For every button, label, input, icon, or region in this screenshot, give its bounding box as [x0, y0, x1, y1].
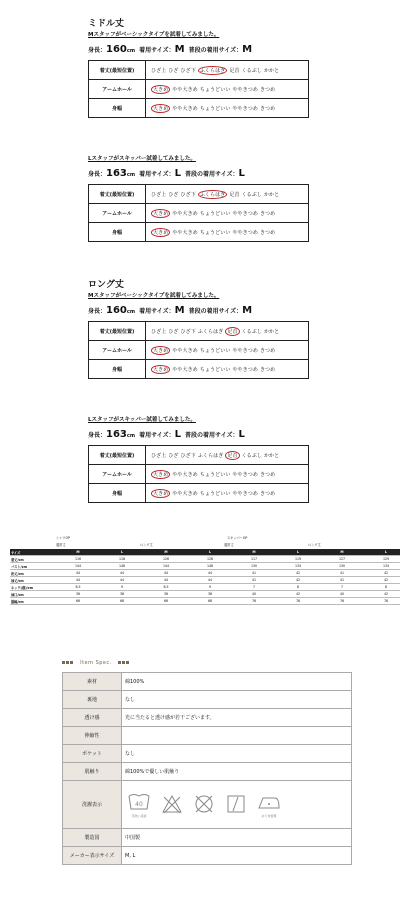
size-cell: 118 — [100, 556, 144, 563]
size-row — [10, 570, 400, 577]
size-row — [10, 598, 400, 605]
size-cell: 9 — [188, 584, 232, 591]
fit-row-label: 着丈(最短位置) — [89, 322, 146, 341]
fit-section — [88, 16, 388, 236]
option: きつめ — [259, 229, 276, 236]
fit-subtitle: Lスタッフがスキッパー試着してみました。 — [88, 156, 196, 162]
option: ひざ下 — [180, 328, 196, 335]
size-cell: 8.5 — [56, 584, 100, 591]
usual-size: M — [242, 305, 253, 316]
fit-block — [88, 30, 309, 118]
selected-option: 大きめ — [153, 105, 169, 112]
size-table — [10, 549, 400, 605]
wear-size: L — [174, 429, 181, 440]
option: ひざ上 — [151, 328, 167, 335]
option: きつめ — [259, 105, 276, 112]
option: やや大きめ — [172, 105, 198, 112]
size-cell: 42 — [276, 577, 320, 584]
spec-row — [63, 745, 352, 763]
spec-label: 裏地 — [63, 691, 122, 709]
spec-title-bar — [62, 660, 352, 666]
size-cell: 117 — [232, 556, 276, 563]
option: ややきつめ — [232, 210, 258, 217]
size-row-label: ネック(襟)/cm — [10, 584, 56, 591]
spec-value: なし — [122, 691, 352, 709]
fit-options — [146, 204, 309, 223]
staff-info — [88, 44, 309, 55]
size-cell: 41 — [232, 577, 276, 584]
spec-value: 綿100%で優しい肌触り — [122, 763, 352, 781]
height-unit: cm — [126, 48, 136, 54]
spec-label: 素材 — [63, 673, 122, 691]
option: ひざ — [168, 191, 179, 198]
fit-row-label: 身幅 — [89, 484, 146, 503]
option: かかと — [263, 452, 280, 459]
group-shirt-label: シャツOP — [56, 536, 70, 540]
fit-row — [89, 80, 309, 99]
fit-row-label: アームホール — [89, 80, 146, 99]
size-cell: 8.5 — [144, 584, 188, 591]
usual-size: M — [242, 44, 253, 55]
size-cell: 44 — [144, 577, 188, 584]
size-cell: 38 — [188, 591, 232, 598]
size-cell: 36 — [56, 591, 100, 598]
height-label: 身長： — [88, 171, 107, 178]
spec-row — [63, 727, 352, 745]
option: きつめ — [259, 471, 276, 478]
wash-40-icon — [127, 792, 151, 818]
selected-option: 大きめ — [153, 210, 169, 217]
option: やや大きめ — [172, 366, 198, 373]
fit-options — [146, 322, 309, 341]
height-label: 身長： — [88, 47, 107, 54]
option: ちょうどいい — [199, 229, 231, 236]
size-cell: 78 — [276, 598, 320, 605]
size-cell: 128 — [188, 556, 232, 563]
size-row — [10, 556, 400, 563]
option: ちょうどいい — [199, 490, 231, 497]
spec-row — [63, 847, 352, 865]
fit-row — [89, 360, 309, 379]
size-cell: 78 — [364, 598, 400, 605]
size-row-label: 着丈/cm — [10, 556, 56, 563]
selected-option: 大きめ — [153, 347, 169, 354]
option: ちょうどいい — [199, 210, 231, 217]
spec-value: M, L — [122, 847, 352, 865]
fit-subtitle: Lスタッフがスキッパー試着してみました。 — [88, 417, 196, 423]
height-unit: cm — [126, 172, 136, 178]
fit-options — [146, 341, 309, 360]
fit-options — [146, 61, 309, 80]
option: ひざ — [168, 328, 179, 335]
option: かかと — [263, 67, 280, 74]
fit-table — [88, 184, 309, 242]
fit-row-label: 身幅 — [89, 223, 146, 242]
size-cell: 42 — [276, 591, 320, 598]
selected-option: ふくらはぎ — [199, 67, 226, 74]
size-table-wrap — [10, 535, 390, 605]
size-cell: 148 — [100, 563, 144, 570]
option: きつめ — [259, 366, 276, 373]
size-row-label: 裾幅/cm — [10, 598, 56, 605]
fit-options — [146, 185, 309, 204]
option: ややきつめ — [232, 105, 258, 112]
size-cell: 44 — [188, 570, 232, 577]
wear-label: 着用サイズ： — [139, 432, 175, 439]
fit-options — [146, 99, 309, 118]
size-cell: 41 — [320, 577, 364, 584]
size-cell: 44 — [144, 570, 188, 577]
selected-option: 大きめ — [153, 471, 169, 478]
fit-options — [146, 484, 309, 503]
fit-block — [88, 154, 309, 242]
spec-label: 伸縮性 — [63, 727, 122, 745]
wear-label: 着用サイズ： — [139, 171, 175, 178]
wear-label: 着用サイズ： — [139, 47, 175, 54]
fit-row — [89, 204, 309, 223]
fit-row — [89, 185, 309, 204]
fit-options — [146, 80, 309, 99]
height-value: 160 — [106, 305, 127, 316]
size-cell: 9 — [100, 584, 144, 591]
option: ひざ下 — [180, 67, 196, 74]
height-label: 身長： — [88, 432, 107, 439]
size-cell: 144 — [144, 563, 188, 570]
size-cell: 68 — [100, 598, 144, 605]
option: やや大きめ — [172, 347, 198, 354]
size-cell: 134 — [364, 563, 400, 570]
size-cell: 44 — [56, 577, 100, 584]
size-cell: 68 — [188, 598, 232, 605]
square-icon — [62, 661, 65, 664]
spec-label: 透け感 — [63, 709, 122, 727]
spec-label: 肌触り — [63, 763, 122, 781]
size-cell: 126 — [144, 556, 188, 563]
fit-subtitle: Mスタッフがベーシックタイプを試着してみました。 — [88, 32, 220, 38]
spec-table — [62, 672, 352, 865]
size-cell: 66 — [144, 598, 188, 605]
size-cell: 76 — [232, 598, 276, 605]
size-cell: 66 — [56, 598, 100, 605]
usual-size: L — [238, 429, 245, 440]
spec-row — [63, 673, 352, 691]
section-heading: ロング丈 — [88, 280, 124, 290]
staff-info — [88, 168, 309, 179]
size-row-label: 袖口/cm — [10, 591, 56, 598]
size-cell: 44 — [100, 570, 144, 577]
option: ひざ下 — [180, 452, 196, 459]
usual-label: 普段の着用サイズ： — [188, 47, 243, 54]
wear-size: M — [174, 44, 185, 55]
size-cell: 38 — [100, 591, 144, 598]
fit-row — [89, 446, 309, 465]
option: ふくらはぎ — [197, 328, 224, 335]
fit-block — [88, 415, 309, 503]
care-icons — [125, 788, 348, 822]
usual-label: 普段の着用サイズ： — [184, 171, 239, 178]
fit-row — [89, 223, 309, 242]
no-tumble-dry-icon — [193, 794, 215, 816]
size-header-cell: L — [276, 549, 320, 556]
size-header-cell: M — [232, 549, 276, 556]
size-cell: 44 — [100, 577, 144, 584]
fit-table — [88, 321, 309, 379]
height-value: 163 — [106, 168, 127, 179]
option: かかと — [263, 191, 280, 198]
selected-option: 足首 — [227, 328, 238, 335]
option: ややきつめ — [232, 490, 258, 497]
option: くるぶし — [241, 191, 262, 198]
fit-row — [89, 484, 309, 503]
size-header-cell: M — [144, 549, 188, 556]
size-header-cell: M — [320, 549, 364, 556]
size-cell: 42 — [364, 577, 400, 584]
option: 足首 — [229, 191, 240, 198]
size-row-label: 裄丈/cm — [10, 570, 56, 577]
selected-option: 足首 — [227, 452, 238, 459]
size-row — [10, 591, 400, 598]
option: やや大きめ — [172, 490, 198, 497]
fit-row-label: 着丈(最短位置) — [89, 61, 146, 80]
staff-info — [88, 305, 309, 316]
option: きつめ — [259, 86, 276, 93]
fit-table — [88, 60, 309, 118]
size-cell: 42 — [364, 591, 400, 598]
fit-row-label: 着丈(最短位置) — [89, 185, 146, 204]
size-header-cell: L — [100, 549, 144, 556]
option: やや大きめ — [172, 229, 198, 236]
fit-block — [88, 291, 309, 379]
fit-row — [89, 61, 309, 80]
size-cell: 134 — [276, 563, 320, 570]
fit-subtitle: Mスタッフがベーシックタイプを試着してみました。 — [88, 293, 220, 299]
spec-row — [63, 691, 352, 709]
option: ひざ — [168, 452, 179, 459]
iron-caption: あて布使用 — [261, 813, 277, 818]
size-row — [10, 577, 400, 584]
square-icon — [70, 661, 73, 664]
option: きつめ — [259, 490, 276, 497]
option: ちょうどいい — [199, 471, 231, 478]
size-row-label: 袖丈/cm — [10, 577, 56, 584]
size-sublabel: 通常丈 — [224, 543, 234, 547]
size-cell: 144 — [56, 563, 100, 570]
spec-row — [63, 709, 352, 727]
wear-label: 着用サイズ： — [139, 308, 175, 315]
size-cell: 40 — [320, 591, 364, 598]
size-cell: 41 — [320, 570, 364, 577]
spec-title: Item Spec. — [80, 660, 112, 666]
size-sublabel: ロング丈 — [140, 543, 153, 547]
size-cell: 129 — [364, 556, 400, 563]
height-value: 163 — [106, 429, 127, 440]
spec-row — [63, 781, 352, 829]
selected-option: 大きめ — [153, 490, 169, 497]
spec-label: メーカー表示サイズ — [63, 847, 122, 865]
fit-row — [89, 341, 309, 360]
option: ひざ下 — [180, 191, 196, 198]
option: くるぶし — [241, 67, 262, 74]
option: 足首 — [229, 67, 240, 74]
selected-option: 大きめ — [153, 229, 169, 236]
height-value: 160 — [106, 44, 127, 55]
spec-label: ポケット — [63, 745, 122, 763]
square-icon — [66, 661, 69, 664]
spec-label: 製造国 — [63, 829, 122, 847]
spec-value: 光に当たると透け感が若干ございます。 — [122, 709, 352, 727]
selected-option: ふくらはぎ — [199, 191, 226, 198]
size-header-cell: M — [56, 549, 100, 556]
size-cell: 116 — [56, 556, 100, 563]
size-cell: 76 — [320, 598, 364, 605]
option: ちょうどいい — [199, 366, 231, 373]
size-header-cell: サイズ — [10, 549, 56, 556]
option: ややきつめ — [232, 471, 258, 478]
size-cell: 7 — [320, 584, 364, 591]
square-icon — [118, 661, 121, 664]
fit-row — [89, 465, 309, 484]
option: ちょうどいい — [199, 86, 231, 93]
fit-row-label: アームホール — [89, 341, 146, 360]
square-icon — [126, 661, 129, 664]
fit-row — [89, 99, 309, 118]
section-heading: ミドル丈 — [88, 19, 125, 29]
size-cell: 127 — [320, 556, 364, 563]
size-header-cell: L — [364, 549, 400, 556]
wash-temp: 40 — [135, 800, 143, 808]
size-cell: 42 — [364, 570, 400, 577]
option: ちょうどいい — [199, 105, 231, 112]
fit-options — [146, 223, 309, 242]
option: ちょうどいい — [199, 347, 231, 354]
size-row-label: バスト/cm — [10, 563, 56, 570]
wash-caption: 手洗い可能 — [131, 813, 147, 818]
size-cell: 36 — [144, 591, 188, 598]
size-cell: 44 — [56, 570, 100, 577]
size-cell: 40 — [232, 591, 276, 598]
usual-size: L — [238, 168, 245, 179]
fit-table — [88, 445, 309, 503]
option: ひざ上 — [151, 452, 167, 459]
usual-label: 普段の着用サイズ： — [184, 432, 239, 439]
staff-info — [88, 429, 309, 440]
fit-section — [88, 277, 388, 497]
fit-options — [146, 446, 309, 465]
size-cell: 130 — [320, 563, 364, 570]
option: やや大きめ — [172, 86, 198, 93]
option: やや大きめ — [172, 471, 198, 478]
size-cell: 8 — [276, 584, 320, 591]
height-label: 身長： — [88, 308, 107, 315]
option: ややきつめ — [232, 86, 258, 93]
size-cell: 42 — [276, 570, 320, 577]
spec-value — [122, 781, 352, 829]
spec-row — [63, 829, 352, 847]
option: やや大きめ — [172, 210, 198, 217]
option: ひざ上 — [151, 67, 167, 74]
size-cell: 7 — [232, 584, 276, 591]
height-unit: cm — [126, 433, 136, 439]
option: きつめ — [259, 210, 276, 217]
option: くるぶし — [241, 452, 262, 459]
fit-row-label: 身幅 — [89, 99, 146, 118]
iron-icon — [257, 792, 281, 818]
fit-row-label: 着丈(最短位置) — [89, 446, 146, 465]
line-dry-icon — [225, 794, 247, 816]
spec-value — [122, 727, 352, 745]
option: ひざ上 — [151, 191, 167, 198]
size-row — [10, 584, 400, 591]
spec-value: 綿100% — [122, 673, 352, 691]
fit-row-label: 身幅 — [89, 360, 146, 379]
spec-value: なし — [122, 745, 352, 763]
fit-row-label: アームホール — [89, 465, 146, 484]
size-cell: 148 — [188, 563, 232, 570]
size-cell: 8 — [364, 584, 400, 591]
fit-options — [146, 360, 309, 379]
spec-row — [63, 763, 352, 781]
item-spec — [62, 660, 352, 865]
size-cell: 41 — [232, 570, 276, 577]
option: きつめ — [259, 347, 276, 354]
spec-value: 中国製 — [122, 829, 352, 847]
wear-size: M — [174, 305, 185, 316]
size-cell: 119 — [276, 556, 320, 563]
wear-size: L — [174, 168, 181, 179]
selected-option: 大きめ — [153, 86, 169, 93]
size-sublabel: 通常丈 — [56, 543, 66, 547]
height-unit: cm — [126, 309, 136, 315]
option: かかと — [263, 328, 280, 335]
no-bleach-icon — [161, 794, 183, 816]
fit-row-label: アームホール — [89, 204, 146, 223]
fit-options — [146, 465, 309, 484]
option: くるぶし — [241, 328, 262, 335]
option: ひざ — [168, 67, 179, 74]
option: ややきつめ — [232, 347, 258, 354]
usual-label: 普段の着用サイズ： — [188, 308, 243, 315]
option: ふくらはぎ — [197, 452, 224, 459]
option: ややきつめ — [232, 366, 258, 373]
size-cell: 44 — [188, 577, 232, 584]
square-icon — [122, 661, 125, 664]
size-cell: 130 — [232, 563, 276, 570]
group-skipper-label: スキッパーOP — [227, 536, 248, 540]
fit-row — [89, 322, 309, 341]
size-sublabel: ロング丈 — [308, 543, 321, 547]
option: ややきつめ — [232, 229, 258, 236]
spec-label: 洗濯表示 — [63, 781, 122, 829]
size-header-cell: L — [188, 549, 232, 556]
size-row — [10, 563, 400, 570]
selected-option: 大きめ — [153, 366, 169, 373]
